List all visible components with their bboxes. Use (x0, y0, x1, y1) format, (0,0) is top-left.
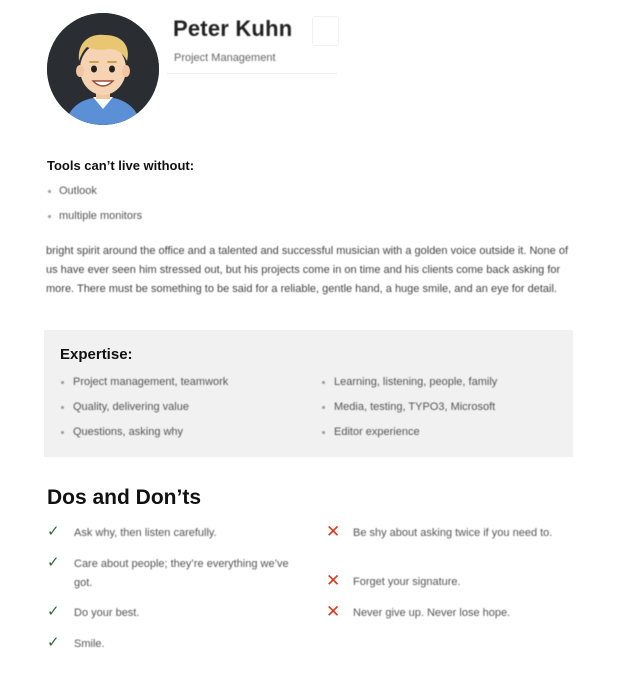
check-icon: ✓ (47, 523, 60, 540)
list-item: multiple monitors (47, 209, 142, 234)
header-placeholder-box (312, 16, 339, 46)
profile-name: Peter Kuhn (173, 16, 293, 41)
list-item: Project management, teamwork (60, 375, 228, 400)
check-icon: ✓ (47, 554, 60, 571)
check-icon: ✓ (47, 634, 60, 651)
expertise-list-left (60, 375, 228, 450)
dont-item-text: Be shy about asking twice if you need to. (353, 527, 553, 539)
do-item-text: Smile. (74, 638, 105, 650)
cross-icon: ✕ (326, 522, 341, 541)
dont-item-text: Never give up. Never lose hope. (353, 607, 511, 619)
dos-donts-heading: Dos and Don’ts (47, 486, 202, 509)
bio-paragraph: bright spirit around the office and a talented and successful musician with a golden voice outside it. None of us have ever seen him stressed out, but his projects come in on time and his clients come back asking for more. There must be something to be said for a reliable, gentle hand, a huge smile, and an eye for detail. (46, 245, 569, 295)
avatar (47, 13, 159, 125)
profile-role: Project Management (174, 52, 276, 64)
list-item: Questions, asking why (60, 425, 228, 450)
header-divider (167, 73, 337, 74)
dont-item-text: Forget your signature. (353, 576, 461, 588)
list-item: Quality, delivering value (60, 400, 228, 425)
expertise-heading: Expertise: (60, 346, 133, 363)
list-item: Editor experience (321, 425, 497, 450)
tools-heading: Tools can’t live without: (47, 158, 195, 173)
tools-list (47, 184, 142, 234)
list-item: Media, testing, TYPO3, Microsoft (321, 400, 497, 425)
do-item-text: Do your best. (74, 607, 140, 619)
list-item: Learning, listening, people, family (321, 375, 497, 400)
check-icon: ✓ (47, 603, 60, 620)
cross-icon: ✕ (326, 602, 341, 621)
do-item-text: Ask why, then listen carefully. (74, 527, 217, 539)
list-item: Outlook (47, 184, 142, 209)
expertise-panel (44, 330, 573, 457)
do-item-text: Care about people; they’re everything we’ve got. (74, 558, 289, 589)
user-avatar-icon (47, 13, 159, 125)
cross-icon: ✕ (326, 571, 341, 590)
expertise-list-right (321, 375, 497, 450)
